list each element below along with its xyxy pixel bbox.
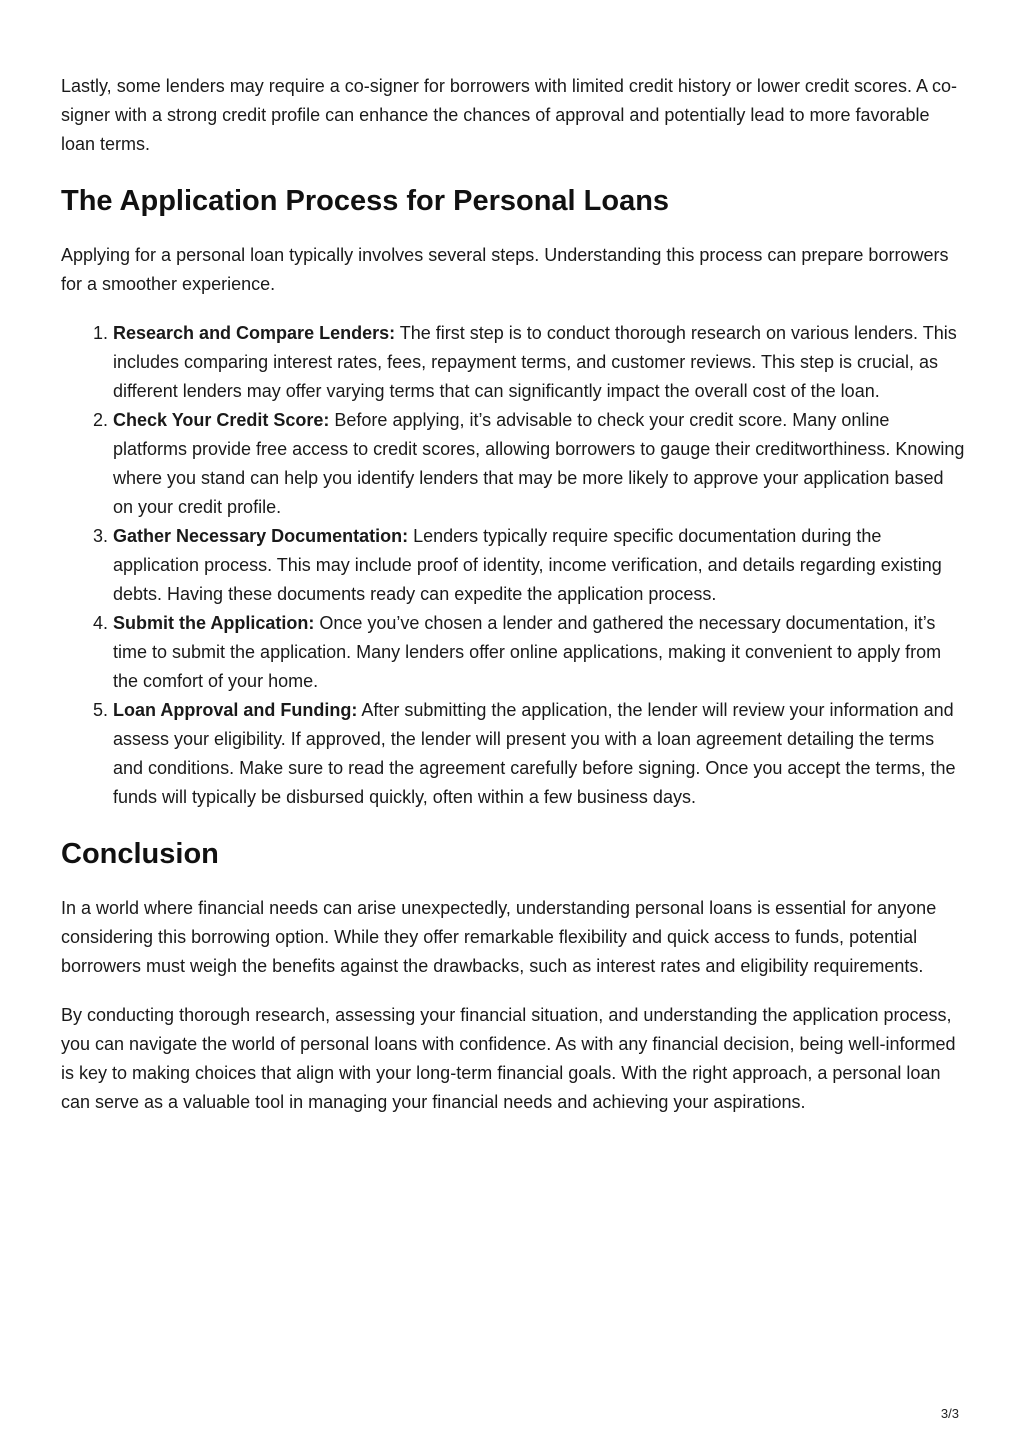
step-title: Submit the Application: — [113, 613, 315, 633]
step-title: Gather Necessary Documentation: — [113, 526, 409, 546]
step-text: Once you’ve chosen a lender and gathered the necessary documentation, it’s time to submit the application. Many lenders offer online applications, making it convenient to apply from the comfort of your home. — [113, 613, 942, 691]
step-title: Check Your Credit Score: — [113, 410, 330, 430]
document-page — [61, 72, 965, 1137]
step-text: Before applying, it’s advisable to check your credit score. Many online platforms provide free access to credit scores, allowing borrowers to gauge their creditworthiness. Knowing where you stand can help you identify lenders that may be more likely to approve your application based on your credit profile. — [113, 410, 965, 517]
application-intro-paragraph: Applying for a personal loan typically involves several steps. Understanding this process can prepare borrowers for a smoother experience. — [61, 245, 949, 294]
step-text: After submitting the application, the lender will review your information and assess your eligibility. If approved, the lender will present you with a loan agreement detailing the terms and conditions. Make sure to read the agreement carefully before signing. Once you accept the terms, the funds will typically be disbursed quickly, often within a few business days. — [113, 700, 956, 807]
page-number: 3/3 — [940, 1406, 959, 1421]
conclusion-paragraph-1: In a world where financial needs can arise unexpectedly, understanding personal loans is essential for anyone considering this borrowing option. While they offer remarkable flexibility and quick access to funds, potential borrowers must weigh the benefits against the drawbacks, such as interest rates and eligibility requirements. — [61, 898, 937, 976]
step-title: Research and Compare Lenders: — [113, 323, 396, 343]
list-item — [113, 609, 965, 696]
step-text: Lenders typically require specific documentation during the application process. This may include proof of identity, income verification, and details regarding existing debts. Having these documents ready can expedite the application process. — [113, 526, 942, 604]
list-item — [113, 696, 965, 812]
list-item — [113, 319, 965, 406]
step-text: The first step is to conduct thorough research on various lenders. This includes comparing interest rates, fees, repayment terms, and customer reviews. This step is crucial, as different lenders may offer varying terms that can significantly impact the overall cost of the loan. — [113, 323, 957, 401]
step-title: Loan Approval and Funding: — [113, 700, 358, 720]
application-steps-list — [61, 319, 965, 812]
application-process-heading: The Application Process for Personal Loans — [61, 185, 670, 217]
cosigner-paragraph: Lastly, some lenders may require a co-signer for borrowers with limited credit history or lower credit scores. A co-signer with a strong credit profile can enhance the chances of approval and potentially lead to more favorable loan terms. — [61, 76, 957, 154]
conclusion-paragraph-2: By conducting thorough research, assessing your financial situation, and understanding the application process, you can navigate the world of personal loans with confidence. As with any financial decision, being well-informed is key to making choices that align with your long-term financial goals. With the right approach, a personal loan can serve as a valuable tool in managing your financial needs and achieving your aspirations. — [61, 1005, 956, 1112]
list-item — [113, 406, 965, 522]
conclusion-heading: Conclusion — [61, 838, 219, 870]
list-item — [113, 522, 965, 609]
